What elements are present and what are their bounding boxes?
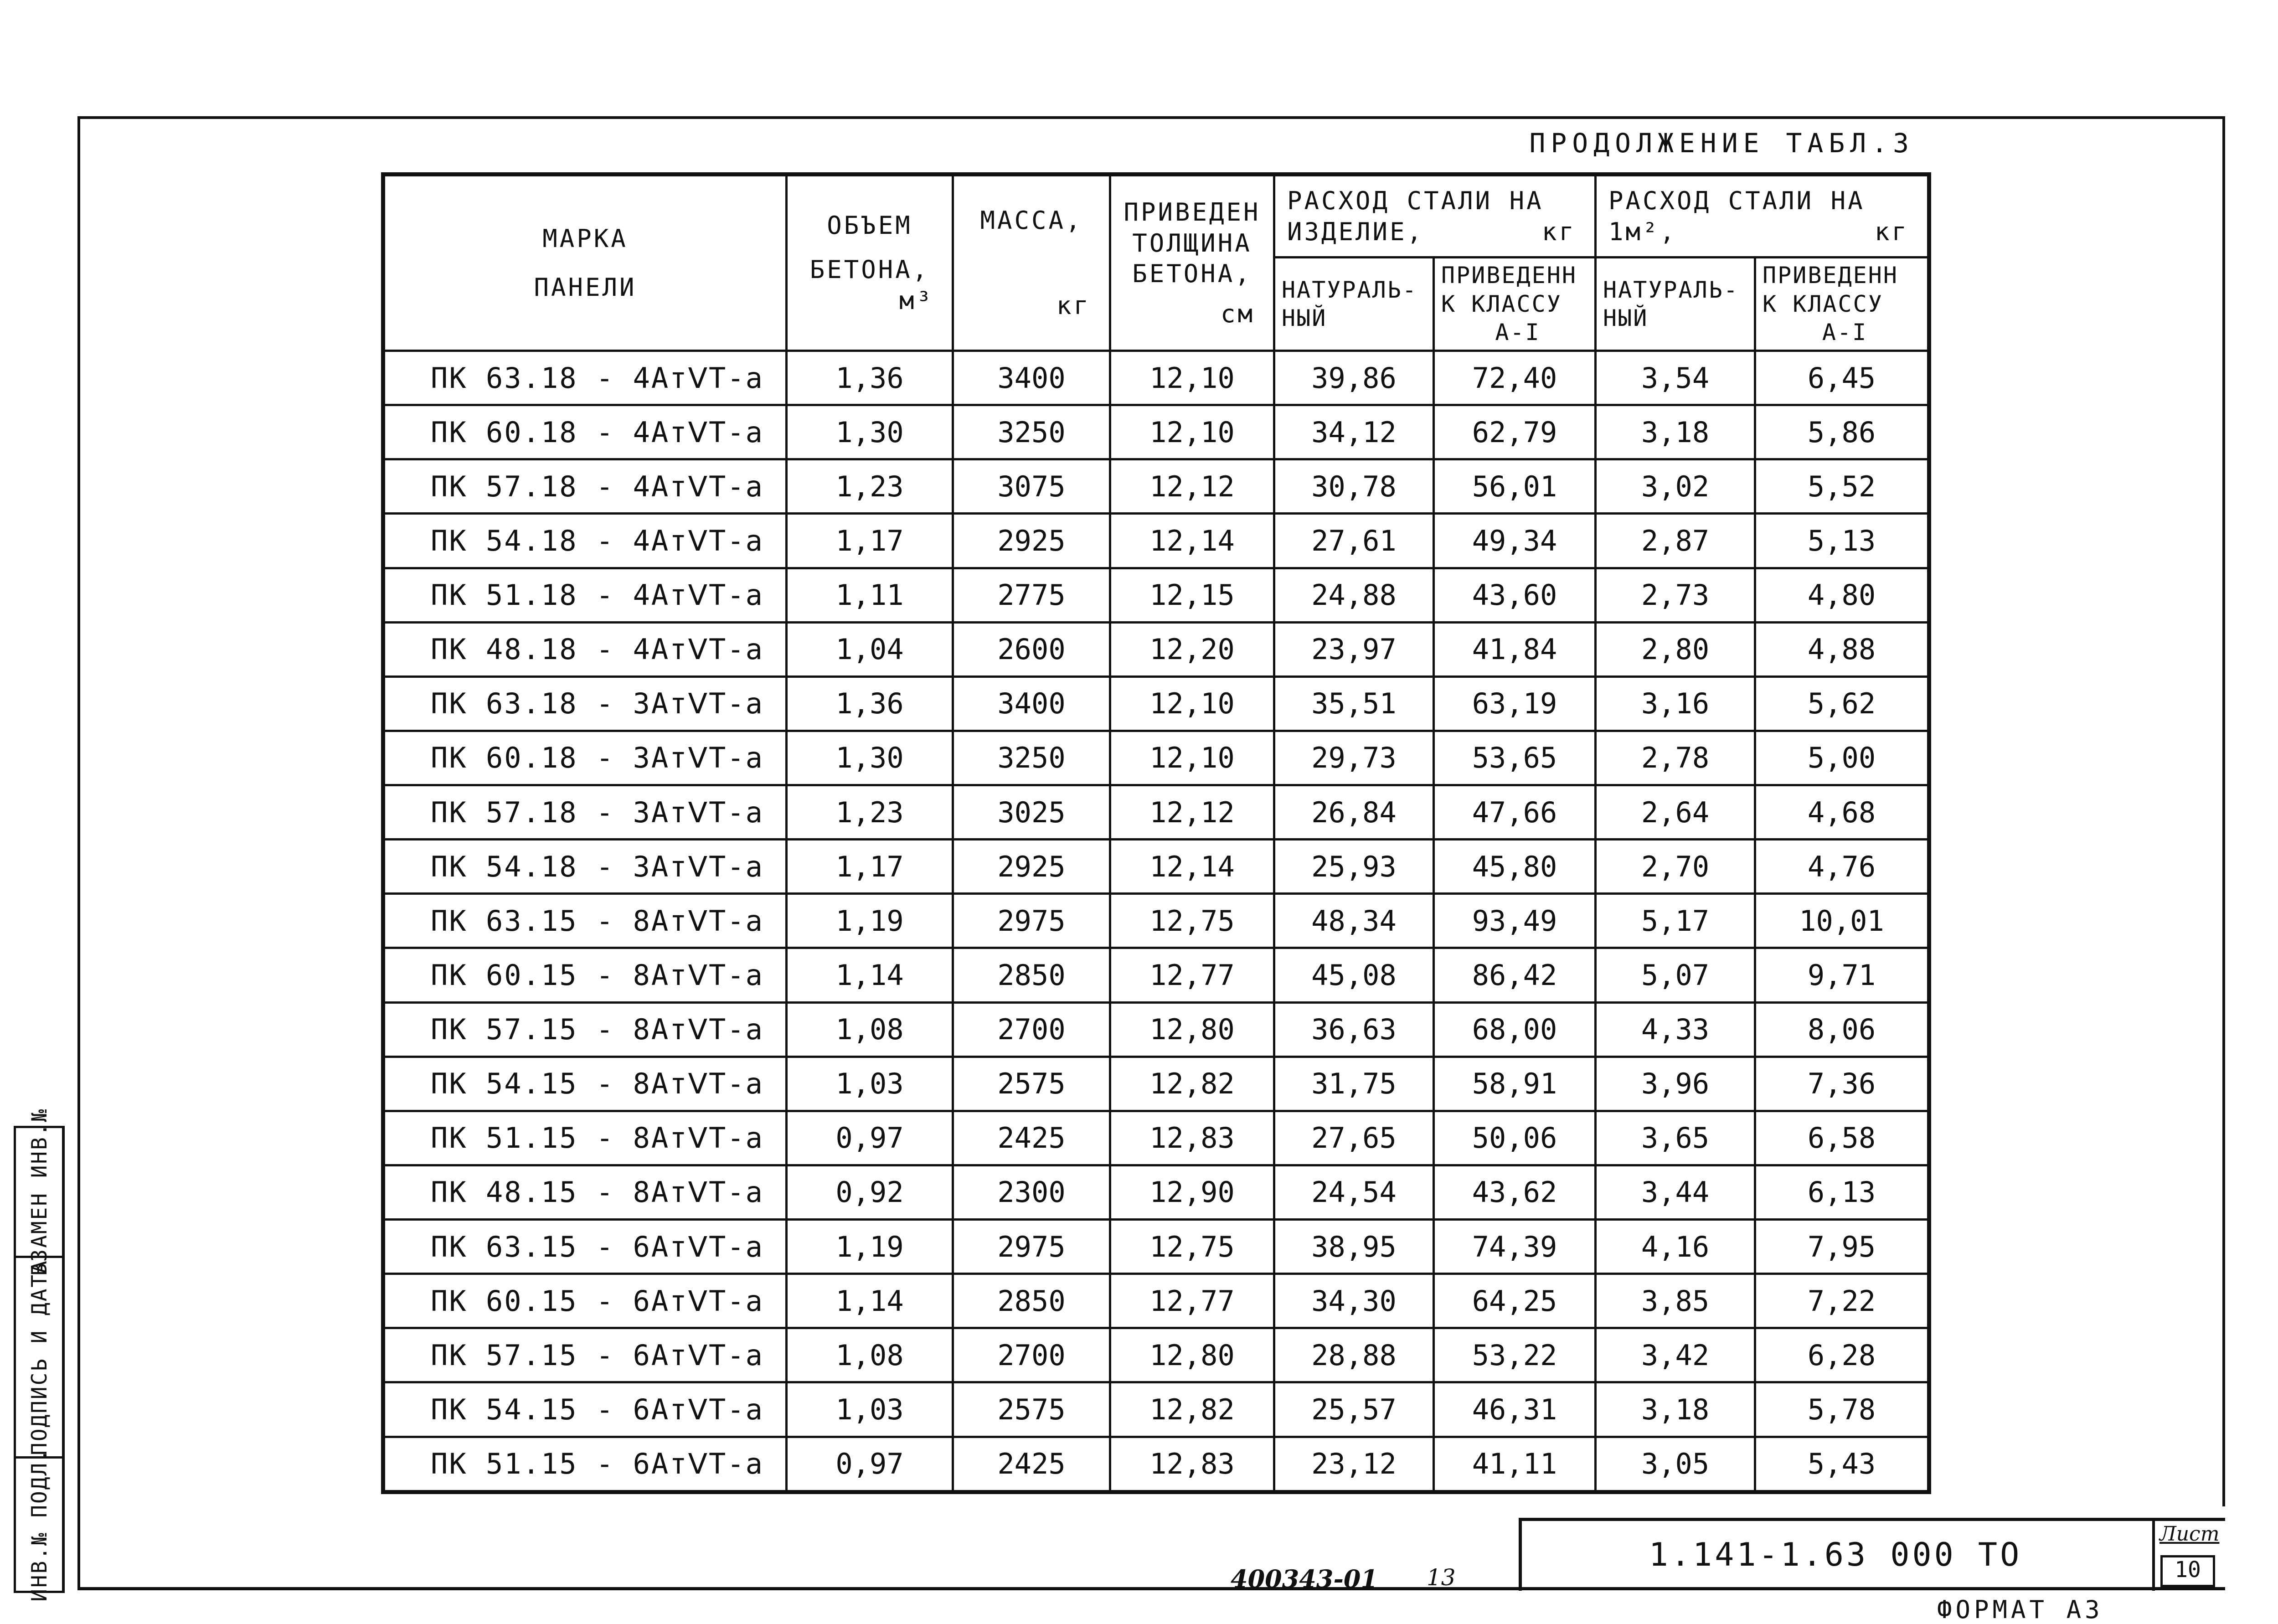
header-steel-per-item	[1274, 175, 1596, 258]
cell-volume: 0,97	[787, 1437, 953, 1492]
cell-item-natural: 25,93	[1274, 840, 1434, 894]
header-item-natural-line1: НАТУРАЛЬ-	[1282, 276, 1417, 303]
stamp-cell-replaced-inv	[16, 1108, 62, 1276]
table-row	[383, 514, 1929, 568]
cell-item-reduced: 43,60	[1434, 568, 1596, 622]
cell-item-reduced: 53,22	[1434, 1328, 1596, 1382]
cell-volume: 0,92	[787, 1165, 953, 1219]
cell-mass: 3025	[953, 785, 1110, 840]
cell-m2-reduced: 10,01	[1755, 894, 1929, 948]
table-row	[383, 894, 1929, 948]
cell-m2-natural: 4,16	[1596, 1220, 1755, 1274]
cell-mark: ПК 54.18 - 4АтⅤТ-а	[383, 514, 787, 568]
cell-mass: 2975	[953, 894, 1110, 948]
stamp-replaced-inv: ВЗАМЕН ИНВ.№	[26, 1108, 52, 1276]
cell-item-reduced: 47,66	[1434, 785, 1596, 840]
cell-item-reduced: 64,25	[1434, 1274, 1596, 1328]
cell-mass: 2925	[953, 840, 1110, 894]
header-thickness	[1110, 175, 1274, 351]
handwritten-page: 13	[1427, 1564, 1456, 1591]
table-row	[383, 1002, 1929, 1057]
cell-mass: 3250	[953, 731, 1110, 785]
frame-top-border	[77, 116, 2225, 119]
cell-m2-reduced: 4,76	[1755, 840, 1929, 894]
table-row	[383, 1382, 1929, 1437]
cell-volume: 1,36	[787, 676, 953, 731]
cell-thickness: 12,15	[1110, 568, 1274, 622]
cell-item-natural: 30,78	[1274, 459, 1434, 514]
header-thickness-line1: ПРИВЕДЕН	[1124, 198, 1261, 227]
cell-volume: 1,14	[787, 948, 953, 1002]
cell-m2-reduced: 5,78	[1755, 1382, 1929, 1437]
header-volume-line2: БЕТОНА,	[809, 255, 930, 284]
cell-thickness: 12,83	[1110, 1111, 1274, 1165]
cell-mark: ПК 63.18 - 4АтⅤТ-а	[383, 351, 787, 405]
cell-m2-reduced: 4,88	[1755, 622, 1929, 676]
header-steel-per-m2-unit: кг	[1875, 217, 1909, 246]
cell-item-reduced: 68,00	[1434, 1002, 1596, 1057]
header-volume-line1: ОБЪЕМ	[827, 211, 912, 240]
cell-mass: 2600	[953, 622, 1110, 676]
cell-thickness: 12,82	[1110, 1382, 1274, 1437]
cell-m2-reduced: 4,80	[1755, 568, 1929, 622]
cell-m2-natural: 2,80	[1596, 622, 1755, 676]
cell-mass: 3400	[953, 676, 1110, 731]
header-mass-line1: МАССА,	[980, 206, 1083, 235]
cell-m2-natural: 3,18	[1596, 1382, 1755, 1437]
header-mark-line2: ПАНЕЛИ	[534, 273, 637, 302]
header-steel-per-item-unit: кг	[1541, 217, 1577, 246]
cell-volume: 1,08	[787, 1002, 953, 1057]
header-m2-reduced-line1: ПРИВЕДЕНН	[1763, 262, 1898, 289]
header-thickness-unit: см	[1220, 299, 1255, 328]
cell-mark: ПК 57.18 - 4АтⅤТ-а	[383, 459, 787, 514]
table-row	[383, 1165, 1929, 1219]
cell-item-natural: 23,97	[1274, 622, 1434, 676]
cell-item-reduced: 46,31	[1434, 1382, 1596, 1437]
cell-volume: 1,17	[787, 514, 953, 568]
header-steel-per-m2	[1596, 175, 1929, 258]
cell-m2-natural: 3,65	[1596, 1111, 1755, 1165]
cell-item-natural: 24,54	[1274, 1165, 1434, 1219]
cell-mark: ПК 60.18 - 3АтⅤТ-а	[383, 731, 787, 785]
cell-volume: 0,97	[787, 1111, 953, 1165]
cell-m2-natural: 3,02	[1596, 459, 1755, 514]
header-thickness-line2: ТОЛЩИНА	[1132, 228, 1252, 258]
cell-m2-natural: 3,18	[1596, 405, 1755, 459]
cell-mark: ПК 63.18 - 3АтⅤТ-а	[383, 676, 787, 731]
header-item-natural-line2: НЫЙ	[1282, 305, 1327, 331]
cell-mass: 2850	[953, 948, 1110, 1002]
header-m2-reduced	[1755, 258, 1929, 351]
cell-mass: 2975	[953, 1220, 1110, 1274]
cell-volume: 1,19	[787, 1220, 953, 1274]
cell-volume: 1,03	[787, 1382, 953, 1437]
table-row	[383, 351, 1929, 405]
cell-thickness: 12,75	[1110, 1220, 1274, 1274]
stamp-cell-inv-original	[16, 1448, 62, 1602]
cell-m2-natural: 3,54	[1596, 351, 1755, 405]
header-volume-unit: м³	[899, 286, 933, 315]
sheet-label: Лист	[2159, 1522, 2220, 1546]
cell-mark: ПК 51.15 - 6АтⅤТ-а	[383, 1437, 787, 1492]
header-m2-natural-line2: НЫЙ	[1603, 305, 1649, 331]
cell-m2-natural: 3,44	[1596, 1165, 1755, 1219]
table-row	[383, 1437, 1929, 1492]
cell-item-natural: 34,30	[1274, 1274, 1434, 1328]
cell-m2-reduced: 7,22	[1755, 1274, 1929, 1328]
document-code: 1.141-1.63 000 ТО	[1649, 1536, 2022, 1573]
cell-m2-natural: 3,05	[1596, 1437, 1755, 1492]
cell-volume: 1,36	[787, 351, 953, 405]
table-row	[383, 1274, 1929, 1328]
header-m2-natural-line1: НАТУРАЛЬ-	[1603, 276, 1739, 303]
header-item-reduced-line1: ПРИВЕДЕНН	[1441, 262, 1577, 289]
cell-item-natural: 45,08	[1274, 948, 1434, 1002]
cell-item-reduced: 49,34	[1434, 514, 1596, 568]
table-row	[383, 459, 1929, 514]
cell-mass: 2850	[953, 1274, 1110, 1328]
table-row	[383, 785, 1929, 840]
cell-m2-reduced: 5,52	[1755, 459, 1929, 514]
cell-mass: 2575	[953, 1382, 1110, 1437]
cell-volume: 1,04	[787, 622, 953, 676]
cell-thickness: 12,80	[1110, 1002, 1274, 1057]
table-row	[383, 1111, 1929, 1165]
cell-mark: ПК 57.18 - 3АтⅤТ-а	[383, 785, 787, 840]
stamp-cell-signature-date	[16, 1258, 62, 1459]
header-item-natural	[1274, 258, 1434, 351]
cell-item-natural: 48,34	[1274, 894, 1434, 948]
header-item-reduced	[1434, 258, 1596, 351]
cell-thickness: 12,20	[1110, 622, 1274, 676]
cell-mass: 2700	[953, 1328, 1110, 1382]
continuation-title: ПРОДОЛЖЕНИЕ ТАБЛ.3	[1529, 128, 1914, 159]
header-volume	[787, 175, 953, 351]
cell-mark: ПК 63.15 - 6АтⅤТ-а	[383, 1220, 787, 1274]
cell-m2-reduced: 7,95	[1755, 1220, 1929, 1274]
cell-m2-natural: 4,33	[1596, 1002, 1755, 1057]
cell-m2-natural: 2,87	[1596, 514, 1755, 568]
cell-item-reduced: 45,80	[1434, 840, 1596, 894]
frame-left-border	[77, 116, 80, 1590]
table-row	[383, 1220, 1929, 1274]
cell-item-reduced: 93,49	[1434, 894, 1596, 948]
header-m2-reduced-line3: А-I	[1822, 319, 1868, 346]
cell-m2-natural: 5,07	[1596, 948, 1755, 1002]
table-row	[383, 405, 1929, 459]
header-mass	[953, 175, 1110, 351]
cell-thickness: 12,12	[1110, 459, 1274, 514]
header-item-reduced-line3: А-I	[1495, 319, 1541, 346]
cell-item-reduced: 74,39	[1434, 1220, 1596, 1274]
cell-m2-reduced: 5,62	[1755, 676, 1929, 731]
cell-item-reduced: 53,65	[1434, 731, 1596, 785]
cell-item-natural: 36,63	[1274, 1002, 1434, 1057]
cell-mark: ПК 54.18 - 3АтⅤТ-а	[383, 840, 787, 894]
cell-item-natural: 23,12	[1274, 1437, 1434, 1492]
cell-item-natural: 34,12	[1274, 405, 1434, 459]
cell-mark: ПК 54.15 - 8АтⅤТ-а	[383, 1057, 787, 1111]
header-mark	[383, 175, 787, 351]
side-stamp	[14, 1108, 65, 1602]
cell-m2-reduced: 4,68	[1755, 785, 1929, 840]
cell-m2-natural: 3,96	[1596, 1057, 1755, 1111]
header-thickness-line3: БЕТОНА,	[1132, 259, 1252, 288]
cell-item-natural: 26,84	[1274, 785, 1434, 840]
cell-m2-reduced: 6,28	[1755, 1328, 1929, 1382]
header-m2-reduced-line2: К КЛАССУ	[1763, 290, 1883, 317]
cell-m2-natural: 3,42	[1596, 1328, 1755, 1382]
cell-m2-natural: 2,64	[1596, 785, 1755, 840]
cell-item-natural: 35,51	[1274, 676, 1434, 731]
sheet-number: 10	[2175, 1557, 2201, 1583]
cell-thickness: 12,14	[1110, 514, 1274, 568]
cell-thickness: 12,10	[1110, 731, 1274, 785]
cell-mark: ПК 57.15 - 6АтⅤТ-а	[383, 1328, 787, 1382]
cell-m2-natural: 2,70	[1596, 840, 1755, 894]
cell-volume: 1,23	[787, 785, 953, 840]
header-mass-unit: кг	[1056, 291, 1091, 320]
cell-mass: 2575	[953, 1057, 1110, 1111]
cell-m2-reduced: 5,86	[1755, 405, 1929, 459]
cell-m2-reduced: 6,45	[1755, 351, 1929, 405]
cell-thickness: 12,77	[1110, 1274, 1274, 1328]
table-row	[383, 568, 1929, 622]
cell-m2-natural: 5,17	[1596, 894, 1755, 948]
table-row	[383, 731, 1929, 785]
cell-item-reduced: 58,91	[1434, 1057, 1596, 1111]
table-row	[383, 840, 1929, 894]
cell-item-natural: 27,65	[1274, 1111, 1434, 1165]
header-mark-line1: МАРКА	[542, 224, 628, 253]
header-item-reduced-line2: К КЛАССУ	[1441, 290, 1562, 317]
cell-mark: ПК 48.15 - 8АтⅤТ-а	[383, 1165, 787, 1219]
table-row	[383, 948, 1929, 1002]
cell-m2-natural: 3,85	[1596, 1274, 1755, 1328]
cell-item-reduced: 63,19	[1434, 676, 1596, 731]
cell-mass: 3075	[953, 459, 1110, 514]
cell-volume: 1,30	[787, 731, 953, 785]
header-steel-per-item-line2: ИЗДЕЛИЕ,	[1287, 217, 1424, 246]
cell-mass: 2425	[953, 1437, 1110, 1492]
table-row	[383, 1057, 1929, 1111]
cell-m2-reduced: 5,00	[1755, 731, 1929, 785]
cell-mark: ПК 60.18 - 4АтⅤТ-а	[383, 405, 787, 459]
cell-thickness: 12,10	[1110, 351, 1274, 405]
cell-m2-reduced: 8,06	[1755, 1002, 1929, 1057]
cell-thickness: 12,14	[1110, 840, 1274, 894]
cell-mark: ПК 51.18 - 4АтⅤТ-а	[383, 568, 787, 622]
cell-mass: 2300	[953, 1165, 1110, 1219]
cell-mark: ПК 60.15 - 8АтⅤТ-а	[383, 948, 787, 1002]
cell-thickness: 12,12	[1110, 785, 1274, 840]
cell-item-reduced: 41,84	[1434, 622, 1596, 676]
cell-m2-reduced: 6,13	[1755, 1165, 1929, 1219]
cell-mass: 2700	[953, 1002, 1110, 1057]
cell-item-natural: 24,88	[1274, 568, 1434, 622]
cell-m2-reduced: 5,13	[1755, 514, 1929, 568]
cell-item-natural: 29,73	[1274, 731, 1434, 785]
header-steel-per-item-line1: РАСХОД СТАЛИ НА	[1287, 186, 1544, 215]
cell-item-reduced: 50,06	[1434, 1111, 1596, 1165]
cell-m2-natural: 2,73	[1596, 568, 1755, 622]
cell-volume: 1,03	[787, 1057, 953, 1111]
cell-item-natural: 38,95	[1274, 1220, 1434, 1274]
steel-consumption-table	[381, 172, 1931, 1494]
cell-thickness: 12,82	[1110, 1057, 1274, 1111]
cell-volume: 1,23	[787, 459, 953, 514]
handwritten-number: 400343-01	[1231, 1564, 1378, 1593]
cell-item-reduced: 43,62	[1434, 1165, 1596, 1219]
cell-mass: 2425	[953, 1111, 1110, 1165]
frame-right-border	[2222, 116, 2225, 1506]
cell-m2-reduced: 5,43	[1755, 1437, 1929, 1492]
cell-thickness: 12,83	[1110, 1437, 1274, 1492]
cell-mass: 2925	[953, 514, 1110, 568]
cell-item-natural: 25,57	[1274, 1382, 1434, 1437]
header-steel-per-m2-line2: 1м²,	[1608, 217, 1677, 246]
cell-mark: ПК 57.15 - 8АтⅤТ-а	[383, 1002, 787, 1057]
cell-item-natural: 27,61	[1274, 514, 1434, 568]
stamp-inv-original: ИНВ.№ ПОДЛ.	[26, 1448, 52, 1602]
cell-m2-reduced: 9,71	[1755, 948, 1929, 1002]
cell-thickness: 12,10	[1110, 405, 1274, 459]
cell-mass: 2775	[953, 568, 1110, 622]
cell-item-natural: 28,88	[1274, 1328, 1434, 1382]
cell-item-natural: 31,75	[1274, 1057, 1434, 1111]
cell-mark: ПК 60.15 - 6АтⅤТ-а	[383, 1274, 787, 1328]
format-label: ФОРМАТ А3	[1937, 1595, 2103, 1624]
title-block-divider	[2152, 1518, 2155, 1591]
cell-item-reduced: 62,79	[1434, 405, 1596, 459]
table-row	[383, 622, 1929, 676]
cell-item-reduced: 41,11	[1434, 1437, 1596, 1492]
cell-item-reduced: 86,42	[1434, 948, 1596, 1002]
cell-mark: ПК 51.15 - 8АтⅤТ-а	[383, 1111, 787, 1165]
cell-volume: 1,17	[787, 840, 953, 894]
cell-mark: ПК 48.18 - 4АтⅤТ-а	[383, 622, 787, 676]
cell-thickness: 12,10	[1110, 676, 1274, 731]
cell-m2-reduced: 6,58	[1755, 1111, 1929, 1165]
cell-m2-reduced: 7,36	[1755, 1057, 1929, 1111]
cell-volume: 1,19	[787, 894, 953, 948]
cell-m2-natural: 3,16	[1596, 676, 1755, 731]
header-steel-per-m2-line1: РАСХОД СТАЛИ НА	[1608, 186, 1865, 215]
cell-mass: 3250	[953, 405, 1110, 459]
cell-mark: ПК 63.15 - 8АтⅤТ-а	[383, 894, 787, 948]
cell-volume: 1,30	[787, 405, 953, 459]
cell-item-reduced: 72,40	[1434, 351, 1596, 405]
cell-mark: ПК 54.15 - 6АтⅤТ-а	[383, 1382, 787, 1437]
cell-thickness: 12,75	[1110, 894, 1274, 948]
cell-m2-natural: 2,78	[1596, 731, 1755, 785]
cell-item-natural: 39,86	[1274, 351, 1434, 405]
header-m2-natural	[1596, 258, 1755, 351]
cell-volume: 1,08	[787, 1328, 953, 1382]
table-body	[383, 351, 1929, 1492]
cell-mass: 3400	[953, 351, 1110, 405]
cell-volume: 1,11	[787, 568, 953, 622]
stamp-signature-date: ПОДПИСЬ И ДАТА	[26, 1259, 52, 1455]
cell-thickness: 12,80	[1110, 1328, 1274, 1382]
cell-thickness: 12,90	[1110, 1165, 1274, 1219]
cell-item-reduced: 56,01	[1434, 459, 1596, 514]
cell-thickness: 12,77	[1110, 948, 1274, 1002]
cell-volume: 1,14	[787, 1274, 953, 1328]
table-row	[383, 1328, 1929, 1382]
table-row	[383, 676, 1929, 731]
